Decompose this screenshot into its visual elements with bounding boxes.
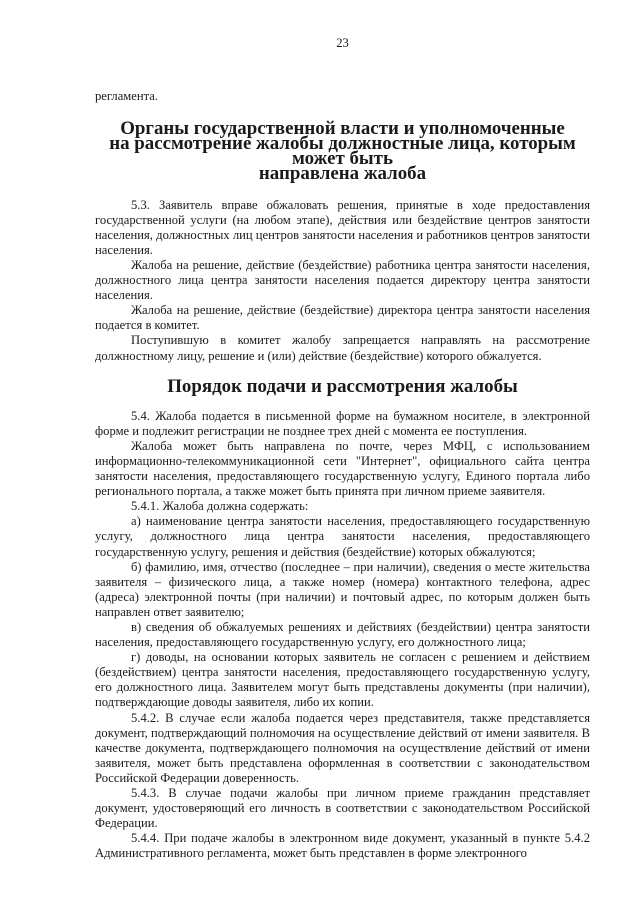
page-number: 23 [336, 36, 349, 50]
paragraph: Жалоба на решение, действие (бездействие) работника центра занятости населения, должностного лица центра занятости населения подается директору центра занятости населения. [95, 257, 590, 303]
section-heading-authorities [95, 118, 590, 185]
intro-fragment: регламента. [95, 89, 158, 104]
paragraph: 5.4. Жалоба подается в письменной форме на бумажном носителе, в электронной форме и подлежит регистрации не позднее трех дней с момента ее поступления. [95, 408, 590, 438]
paragraph: 5.3. Заявитель вправе обжаловать решения, принятые в ходе предоставления государственной услуги (на любом этапе), действия или бездействие центров занятости населения, должностных лиц центров занятости населения и работников центров занятости населения. [95, 197, 590, 257]
list-item: г) доводы, на основании которых заявитель не согласен с решением и действием (бездействием) центра занятости населения, предоставляющего государственную услугу, его должностного лица. Заявителем могут быть представлены документы (при наличии), подтверждающие доводы заявителя, либо их копии. [95, 650, 590, 710]
paragraph: 5.4.4. При подаче жалобы в электронном виде документ, указанный в пункте 5.4.2 Административного регламента, может быть представлен в форме электронного [95, 831, 590, 861]
heading-line: направлена жалоба [258, 163, 427, 185]
section-procedure-body [95, 409, 590, 862]
section-heading-procedure [95, 375, 590, 397]
list-item: а) наименование центра занятости населения, предоставляющего государственную услугу, должностного лица центра занятости населения, предоставляющего государственную услугу, решения и действия (бездействие) которых обжалуются; [95, 514, 590, 559]
paragraph: Жалоба на решение, действие (бездействие) директора центра занятости населения подается в комитет. [95, 303, 590, 333]
section-authorities-body [95, 198, 590, 364]
paragraph: 5.4.1. Жалоба должна содержать: [131, 499, 309, 514]
list-item: б) фамилию, имя, отчество (последнее – при наличии), сведения о месте жительства заявителя – физического лица, а также номер (номера) контактного телефона, адрес (адреса) электронной почты (при наличии) и почтовый адрес, по которым должен быть направлен ответ заявителю; [95, 559, 590, 619]
list-item: в) сведения об обжалуемых решениях и действиях (бездействии) центра занятости населения, предоставляющего государственную услугу, его должностного лица; [95, 620, 590, 650]
paragraph: 5.4.2. В случае если жалоба подается через представителя, также представляется документ, подтверждающий полномочия на осуществление действий от имени заявителя. В качестве документа, подтверждающего полномочия на осуществление действий от имени заявителя, может быть представлена оформленная в соответствии с законодательством Российской Федерации доверенность. [95, 710, 590, 785]
paragraph: Жалоба может быть направлена по почте, через МФЦ, с использованием информационно-телекоммуникационной сети "Интернет", официального сайта центра занятости населения, предоставляющего государственную услугу, Единого портала либо регионального портала, а также может быть принята при личном приеме заявителя. [95, 438, 590, 499]
paragraph: 5.4.3. В случае подачи жалобы при личном приеме гражданин представляет документ, удостоверяющий его личность в соответствии с законодательством Российской Федерации. [95, 786, 590, 831]
paragraph: Поступившую в комитет жалобу запрещается направлять на рассмотрение должностному лицу, решение и (или) действие (бездействие) которого обжалуется. [95, 333, 590, 363]
heading-line: Органы государственной власти и уполномоченные [120, 118, 565, 140]
heading-line: Порядок подачи и рассмотрения жалобы [167, 375, 518, 397]
heading-line: на рассмотрение жалобы должностные лица, которым может быть [109, 133, 576, 170]
